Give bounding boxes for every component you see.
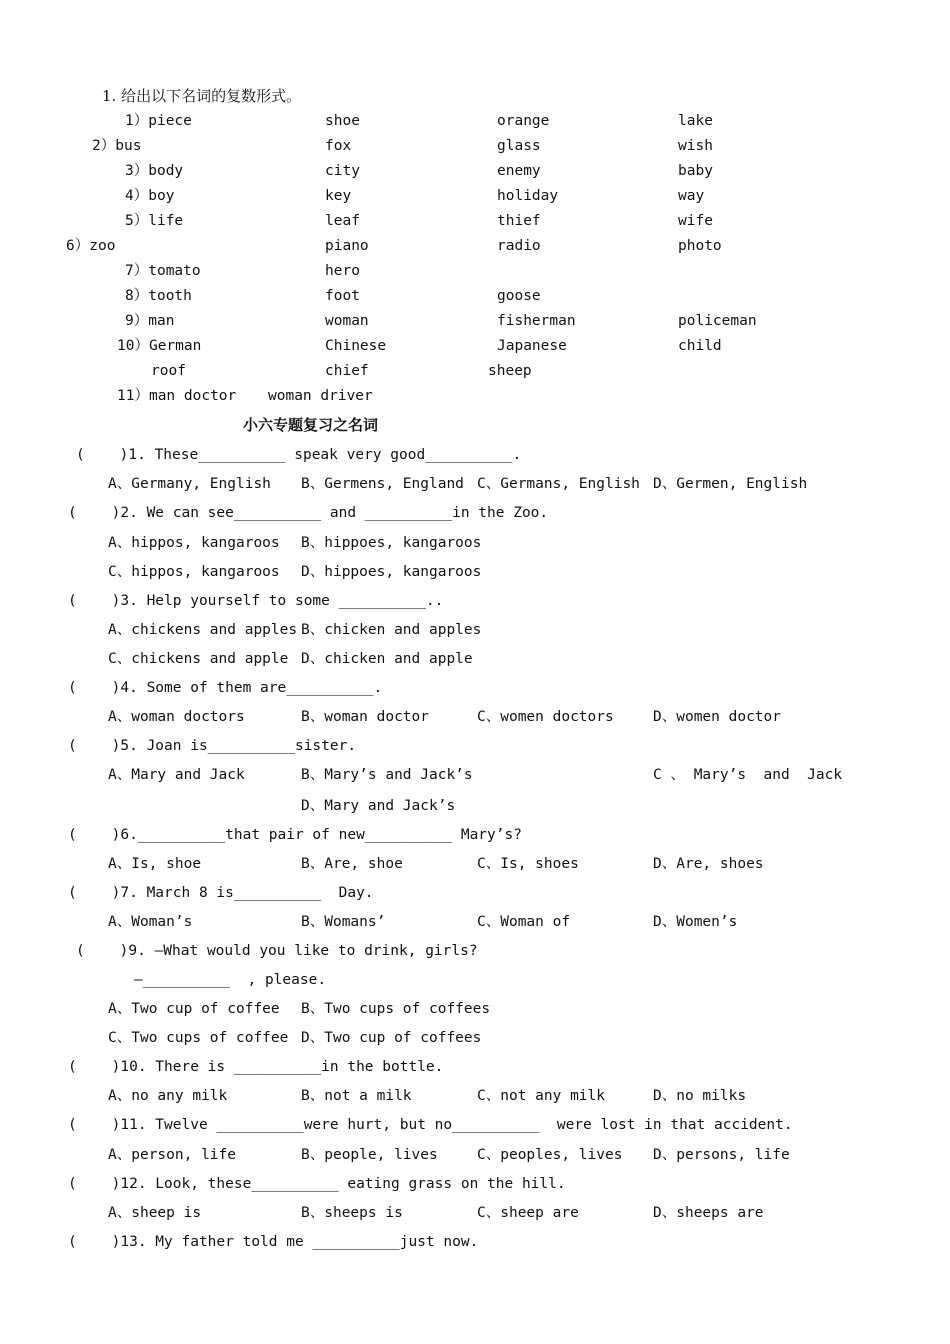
option: A、person, life [108,1147,236,1163]
word-cell: 3）body [125,163,184,179]
option: A、Mary and Jack [108,767,245,783]
option: B、Are, shoe [301,856,403,872]
word-cell: glass [497,138,541,154]
word-cell: way [678,188,705,204]
question-stem: ( )1. These__________ speak very good__________. [76,447,522,463]
option: D、no milks [653,1088,747,1104]
option: A、Germany, English [108,476,271,492]
option: D、Are, shoes [653,856,764,872]
word-cell: policeman [678,313,757,329]
option: C、Germans, English [477,476,640,492]
word-cell: 2）bus [92,138,142,154]
question-stem: ( )13. My father told me __________just now. [68,1234,479,1250]
word-cell: key [325,188,352,204]
word-cell: photo [678,238,722,254]
word-cell: goose [497,288,541,304]
option: D、Germen, English [653,476,808,492]
option: C、chickens and apple [108,651,289,667]
question-stem: ( )9. —What would you like to drink, girls? [76,943,478,959]
word-cell: 9）man [125,313,175,329]
option: C、women doctors [477,709,614,725]
word-cell: 8）tooth [125,288,192,304]
option: C、Woman of [477,914,571,930]
option: A、hippos, kangaroos [108,535,280,551]
word-cell: child [678,338,722,354]
option: A、chickens and apples [108,622,298,638]
option: D、Women’s [653,914,738,930]
option: B、sheeps is [301,1205,403,1221]
option: D、Two cup of coffees [301,1030,482,1046]
option: B、not a milk [301,1088,412,1104]
word-cell: city [325,163,360,179]
question-stem-response: —__________ , please. [134,972,327,988]
option: B、hippoes, kangaroos [301,535,482,551]
question-stem: ( )7. March 8 is__________ Day. [68,885,374,901]
question-stem: ( )4. Some of them are__________. [68,680,383,696]
question-stem: ( )12. Look, these__________ eating grass on the hill. [68,1176,566,1192]
option: C、Two cups of coffee [108,1030,289,1046]
word-cell: lake [678,113,713,129]
option: A、Woman’s [108,914,193,930]
word-cell: sheep [488,363,532,379]
word-cell: shoe [325,113,360,129]
word-cell: 6）zoo [66,238,116,254]
option: D、hippoes, kangaroos [301,564,482,580]
word-cell: 11）man doctor [117,388,237,404]
question-stem: ( )11. Twelve __________were hurt, but no__________ were lost in that accident. [68,1117,793,1133]
question-stem: ( )2. We can see__________ and __________in the Zoo. [68,505,549,521]
word-cell: baby [678,163,713,179]
option: A、woman doctors [108,709,245,725]
option: D、women doctor [653,709,781,725]
word-cell: enemy [497,163,541,179]
word-cell: 5）life [125,213,184,229]
word-cell: foot [325,288,360,304]
option: A、Is, shoe [108,856,202,872]
word-cell: roof [151,363,186,379]
word-cell: orange [497,113,550,129]
word-cell: fisherman [497,313,576,329]
section2-title: 小六专题复习之名词 [243,416,379,434]
option: D、Mary and Jack’s [301,798,456,814]
word-cell: chief [325,363,369,379]
word-cell: leaf [325,213,360,229]
option: A、no any milk [108,1088,228,1104]
option: C、sheep are [477,1205,579,1221]
word-cell: 1）piece [125,113,192,129]
option: D、persons, life [653,1147,790,1163]
option: C、hippos, kangaroos [108,564,280,580]
option: C、Is, shoes [477,856,579,872]
word-cell: 7）tomato [125,263,201,279]
word-cell: piano [325,238,369,254]
word-cell: woman [325,313,369,329]
word-cell: Chinese [325,338,387,354]
option: A、Two cup of coffee [108,1001,280,1017]
option: C 、 Mary’s and Jack [653,767,843,783]
option: D、chicken and apple [301,651,473,667]
word-cell: hero [325,263,360,279]
section1-heading: 1. 给出以下名词的复数形式。 [102,87,302,105]
option: B、people, lives [301,1147,438,1163]
option: B、Mary’s and Jack’s [301,767,473,783]
word-cell: radio [497,238,541,254]
question-stem: ( )10. There is __________in the bottle. [68,1059,444,1075]
option: B、woman doctor [301,709,429,725]
word-cell: 4）boy [125,188,175,204]
word-cell: wish [678,138,713,154]
word-cell: holiday [497,188,559,204]
option: D、sheeps are [653,1205,764,1221]
option: B、chicken and apples [301,622,482,638]
question-stem: ( )6.__________that pair of new__________ Mary’s? [68,827,522,843]
option: B、Two cups of coffees [301,1001,491,1017]
option: C、not any milk [477,1088,605,1104]
word-cell: Japanese [497,338,567,354]
word-cell: woman driver [268,388,373,404]
option: C、peoples, lives [477,1147,623,1163]
option: B、Womans’ [301,914,386,930]
word-cell: wife [678,213,713,229]
option: B、Germens, England [301,476,464,492]
question-stem: ( )5. Joan is__________sister. [68,738,357,754]
word-cell: fox [325,138,352,154]
word-cell: 10）German [117,338,202,354]
question-stem: ( )3. Help yourself to some __________.. [68,593,444,609]
option: A、sheep is [108,1205,202,1221]
word-cell: thief [497,213,541,229]
